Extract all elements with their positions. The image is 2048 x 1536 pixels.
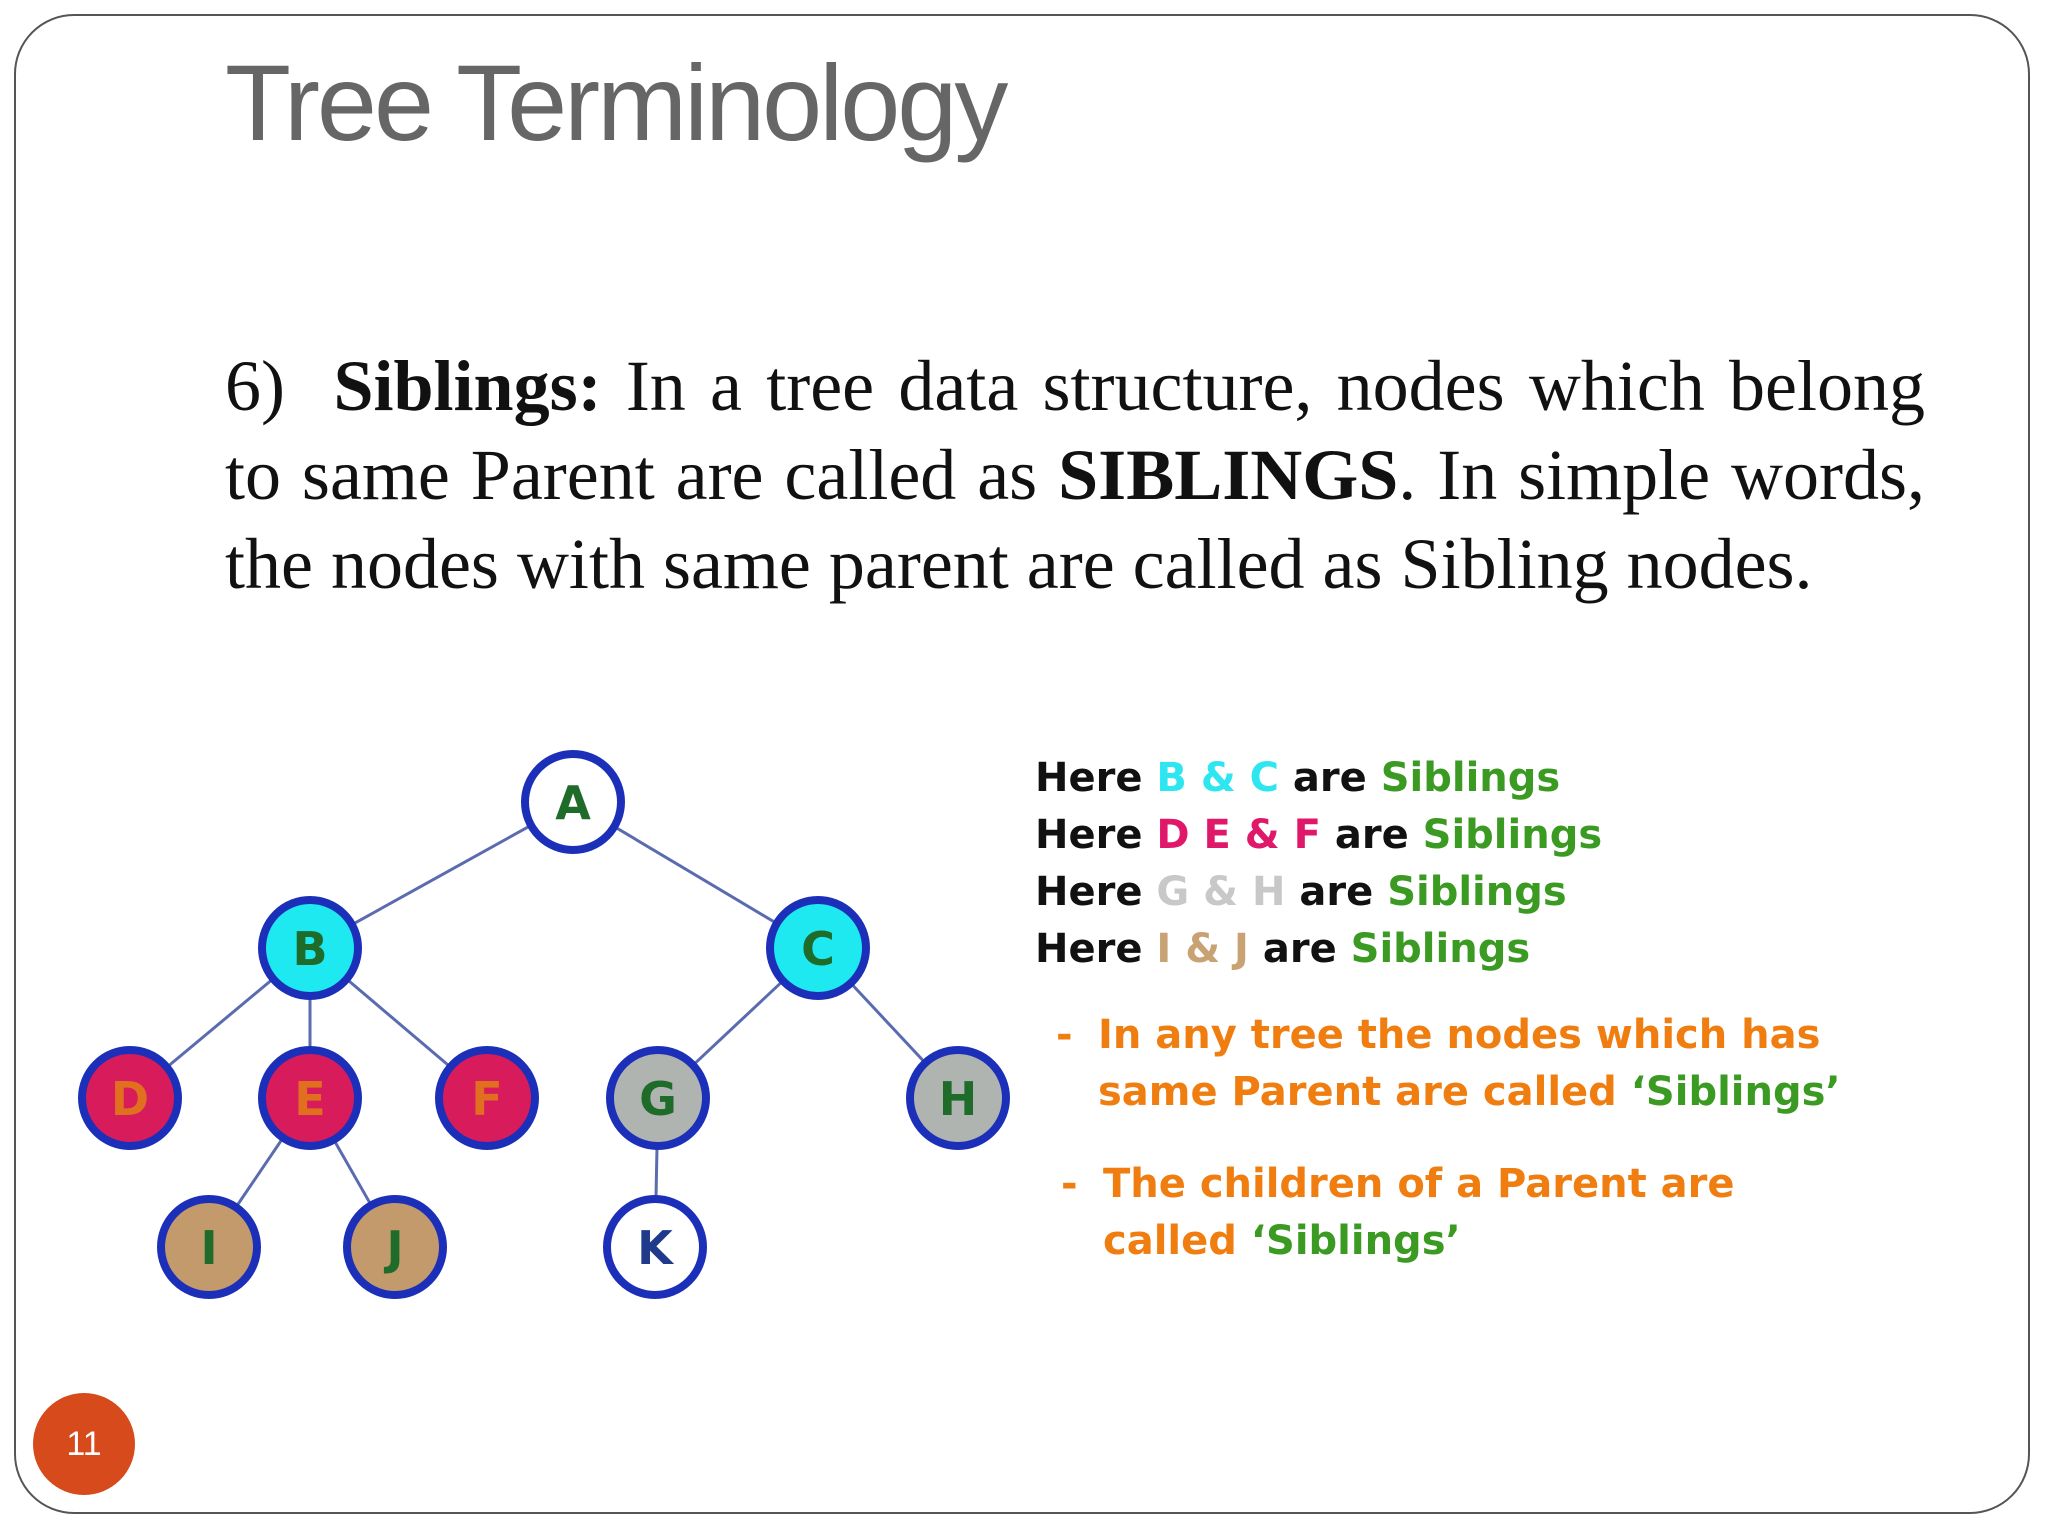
- note-term: ‘Siblings’: [1250, 1218, 1461, 1264]
- sibling-line-ij: [1035, 921, 1602, 978]
- tree-node-j: [347, 1199, 443, 1295]
- node-label-a: A: [555, 776, 591, 830]
- node-label-j: J: [386, 1221, 404, 1275]
- edge-c-g: [693, 981, 783, 1065]
- node-label-h: H: [938, 1072, 978, 1126]
- are-word: are: [1334, 812, 1409, 858]
- edge-b-f: [347, 979, 451, 1067]
- note-2: [1061, 1156, 1735, 1270]
- siblings-word: Siblings: [1350, 926, 1531, 972]
- are-word: are: [1262, 926, 1337, 972]
- note-line-1: The children of a Parent are: [1103, 1161, 1735, 1207]
- node-label-d: D: [110, 1072, 150, 1126]
- edge-e-j: [334, 1140, 371, 1206]
- note-term: ‘Siblings’: [1630, 1069, 1841, 1115]
- note-line-2: [1103, 1213, 1735, 1270]
- siblings-word: Siblings: [1387, 869, 1567, 915]
- sibling-line-gh: [1035, 864, 1602, 921]
- are-word: are: [1299, 869, 1374, 915]
- here-word: Here: [1035, 812, 1143, 858]
- tree-node-a: [525, 754, 621, 850]
- note-line-1: In any tree the nodes which has: [1098, 1012, 1821, 1058]
- node-label-c: C: [801, 922, 835, 976]
- slide-number-badge: 11: [33, 1393, 135, 1495]
- definition-term: Siblings:: [333, 346, 602, 426]
- sibling-line-bc: [1035, 750, 1602, 807]
- tree-node-b: [262, 900, 358, 996]
- sibling-examples: [1035, 750, 1602, 978]
- sibling-nodes: G & H: [1156, 869, 1286, 915]
- edge-a-c: [614, 827, 777, 924]
- definition-text-2: . In simple words, the nodes with same parent are called as Sibling nodes.: [225, 435, 1925, 604]
- tree-node-i: [161, 1199, 257, 1295]
- edge-b-d: [167, 979, 273, 1068]
- tree-node-k: [607, 1199, 703, 1295]
- tree-node-g: [610, 1050, 706, 1146]
- here-word: Here: [1035, 755, 1143, 801]
- node-label-e: E: [294, 1072, 326, 1126]
- note-line-2-text: same Parent are called: [1098, 1069, 1631, 1115]
- tree-node-f: [439, 1050, 535, 1146]
- sibling-line-def: [1035, 807, 1602, 864]
- tree-node-d: [82, 1050, 178, 1146]
- tree-node-h: [910, 1050, 1006, 1146]
- siblings-word: Siblings: [1380, 755, 1561, 801]
- definition-text-1: In a tree data structure, nodes which belong to same Parent are called as: [225, 346, 1925, 515]
- tree-node-c: [770, 900, 866, 996]
- sibling-nodes: D E & F: [1156, 812, 1321, 858]
- slide-title: Tree Terminology: [225, 42, 1006, 163]
- node-label-k: K: [637, 1221, 673, 1275]
- sibling-nodes: I & J: [1156, 926, 1249, 972]
- node-label-g: G: [639, 1072, 677, 1126]
- note-line-2: [1098, 1064, 1841, 1121]
- edge-e-i: [236, 1138, 283, 1208]
- tree-nodes: [82, 754, 1006, 1295]
- are-word: are: [1292, 755, 1367, 801]
- note-1: [1056, 1007, 1841, 1121]
- siblings-word: Siblings: [1422, 812, 1603, 858]
- edge-c-h: [851, 983, 925, 1063]
- definition-number: 6): [225, 346, 285, 426]
- note-dash: -: [1056, 1012, 1073, 1058]
- node-label-f: F: [471, 1072, 503, 1126]
- sibling-nodes: B & C: [1156, 755, 1279, 801]
- note-line-2-text: called: [1103, 1218, 1251, 1264]
- node-label-i: I: [200, 1221, 218, 1275]
- node-label-b: B: [292, 922, 328, 976]
- edge-a-b: [352, 825, 531, 924]
- definition-emphasis: SIBLINGS: [1058, 435, 1399, 515]
- edge-g-k: [656, 1146, 657, 1199]
- tree-edges: [167, 825, 925, 1207]
- tree-node-e: [262, 1050, 358, 1146]
- note-dash: -: [1061, 1161, 1078, 1207]
- here-word: Here: [1035, 926, 1143, 972]
- here-word: Here: [1035, 869, 1143, 915]
